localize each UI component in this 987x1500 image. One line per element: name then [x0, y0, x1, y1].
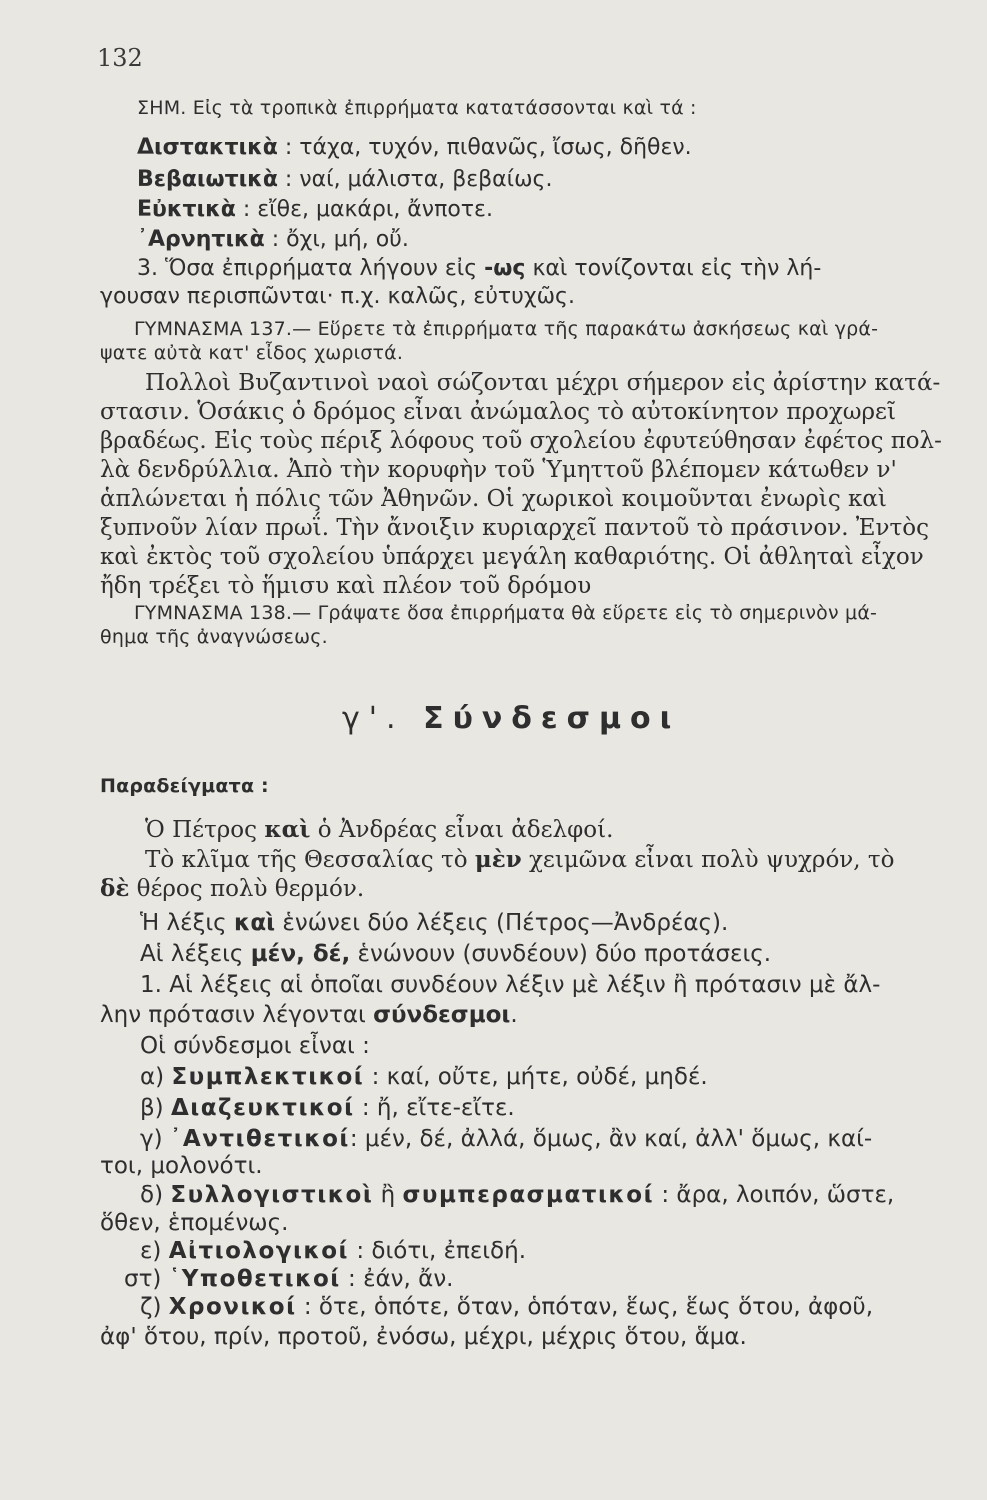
list-item-symplektikoi: α) Συμπλεκτικοί : καί, οὔτε, μήτε, οὐδέ, μηδέ.	[140, 1064, 708, 1090]
list-item-diazeuktikoi: β) Διαζευκτικοί : ἤ, εἴτε-εἴτε.	[140, 1095, 515, 1121]
exercise-137-line1: ΓΥΜΝΑΣΜΑ 137.— Εὕρετε τὰ ἐπιρρήματα τῆς παρακάτω ἀσκήσεως καὶ γρά-	[134, 318, 879, 340]
list-item-antithetikoi-cont: τοι, μολονότι.	[100, 1153, 263, 1179]
arnitika-line: ᾿Αρνητικὰ : ὄχι, μή, οὔ.	[137, 227, 409, 252]
exercise-137-line2: ψατε αὐτὰ κατ' εἶδος χωριστά.	[100, 342, 404, 364]
distaktika-label: Διστακτικὰ	[137, 135, 278, 160]
arnitika-label: ᾿Αρνητικὰ	[137, 227, 265, 252]
rule3-line2: γουσαν περισπῶνται· π.χ. καλῶς, εὐτυχῶς.	[100, 284, 575, 309]
list-item-syllogistikoi: δ) Συλλογιστικοὶ ἢ συμπερασματικοί : ἄρα, λοιπόν, ὥστε,	[140, 1182, 895, 1208]
euktika-line: Εὐκτικὰ : εἴθε, μακάρι, ἄνποτε.	[137, 197, 493, 222]
passage-line: ἁπλώνεται ἡ πόλις τῶν Ἀθηνῶν. Οἱ χωρικοὶ κοιμοῦνται ἐνωρὶς καὶ	[100, 486, 887, 512]
passage-line: ξυπνοῦν λίαν πρωΐ. Τὴν ἄνοιξιν κυριαρχεῖ παντοῦ τὸ πράσινον. Ἐντὸς	[100, 515, 929, 541]
passage-line: λὰ δενδρύλλια. Ἀπὸ τὴν κορυφὴν τοῦ Ὑμηττοῦ βλέπομεν κάτωθεν ν'	[100, 457, 897, 483]
passage-line: βραδέως. Εἰς τοὺς πέριξ λόφους τοῦ σχολείου ἐφυτεύθησαν ἐφέτος πολ-	[100, 428, 942, 454]
example-line-2: Τὸ κλῖμα τῆς Θεσσαλίας τὸ μὲν χειμῶνα εἶναι πολὺ ψυχρόν, τὸ	[145, 846, 895, 873]
list-item-syllogistikoi-cont: ὅθεν, ἑπομένως.	[100, 1210, 289, 1236]
example-line-3: δὲ θέρος πολὺ θερμόν.	[100, 875, 365, 902]
passage-line: καὶ ἐκτὸς τοῦ σχολείου ὑπάρχει μεγάλη καθαριότης. Οἱ ἀθληταὶ εἶχον	[100, 544, 924, 570]
passage-line: στασιν. Ὁσάκις ὁ δρόμος εἶναι ἀνώμαλος τὸ αὐτοκίνητον προχωρεῖ	[100, 399, 896, 425]
passage-line: ἤδη τρέξει τὸ ἥμισυ καὶ πλέον τοῦ δρόμου	[100, 573, 592, 599]
explanation-line-4: λην πρότασιν λέγονται σύνδεσμοι.	[100, 1002, 518, 1028]
section-heading: γ'. Σύνδεσμοι	[342, 701, 681, 736]
rule3-line1: 3. Ὅσα ἐπιρρήματα λήγουν εἰς -ως καὶ τονίζονται εἰς τὴν λή-	[137, 256, 822, 281]
vevaiotika-line: Βεβαιωτικὰ : ναί, μάλιστα, βεβαίως.	[137, 167, 553, 192]
explanation-line-3: 1. Αἱ λέξεις αἱ ὁποῖαι συνδέουν λέξιν μὲ λέξιν ἢ πρότασιν μὲ ἄλ-	[140, 972, 881, 998]
list-item-chronikoi: ζ) Χρονικοί : ὅτε, ὁπότε, ὅταν, ὁπόταν, ἕως, ἕως ὅτου, ἀφοῦ,	[140, 1294, 874, 1320]
distaktika-line: Διστακτικὰ : τάχα, τυχόν, πιθανῶς, ἴσως, δῆθεν.	[137, 135, 692, 160]
vevaiotika-label: Βεβαιωτικὰ	[137, 167, 278, 192]
exercise-138-line2: θημα τῆς ἀναγνώσεως.	[100, 626, 328, 648]
explanation-line-1: Ἡ λέξις καὶ ἑνώνει δύο λέξεις (Πέτρος—Ἀνδρέας).	[140, 910, 729, 936]
list-item-ypothetikoi: στ) ῾Υποθετικοί : ἐάν, ἄν.	[124, 1266, 454, 1292]
passage-line: Πολλοὶ Βυζαντινοὶ ναοὶ σώζονται μέχρι σήμερον εἰς ἀρίστην κατά-	[145, 370, 941, 396]
explanation-line-5: Οἱ σύνδεσμοι εἶναι :	[140, 1033, 370, 1059]
list-item-antithetikoi: γ) ᾿Αντιθετικοί: μέν, δέ, ἀλλά, ὅμως, ἂν καί, ἀλλ' ὅμως, καί-	[140, 1126, 873, 1152]
euktika-label: Εὐκτικὰ	[137, 197, 236, 222]
explanation-line-2: Αἱ λέξεις μέν, δέ, ἑνώνουν (συνδέουν) δύο προτάσεις.	[140, 941, 772, 967]
example-line-1: Ὁ Πέτρος καὶ ὁ Ἀνδρέας εἶναι ἀδελφοί.	[145, 816, 614, 843]
list-item-aitiologikoi: ε) Αἰτιολογικοί : διότι, ἐπειδή.	[140, 1238, 527, 1264]
examples-label: Παραδείγματα :	[100, 775, 269, 797]
exercise-138-line1: ΓΥΜΝΑΣΜΑ 138.— Γράψατε ὅσα ἐπιρρήματα θὰ εὕρετε εἰς τὸ σημερινὸν μά-	[134, 602, 878, 624]
note-line: ΣΗΜ. Εἰς τὰ τροπικὰ ἐπιρρήματα κατατάσσονται καὶ τά :	[137, 97, 697, 119]
list-item-chronikoi-cont: ἀφ' ὅτου, πρίν, προτοῦ, ἐνόσω, μέχρι, μέχρις ὅτου, ἅμα.	[100, 1324, 747, 1350]
page-number: 132	[97, 44, 143, 72]
